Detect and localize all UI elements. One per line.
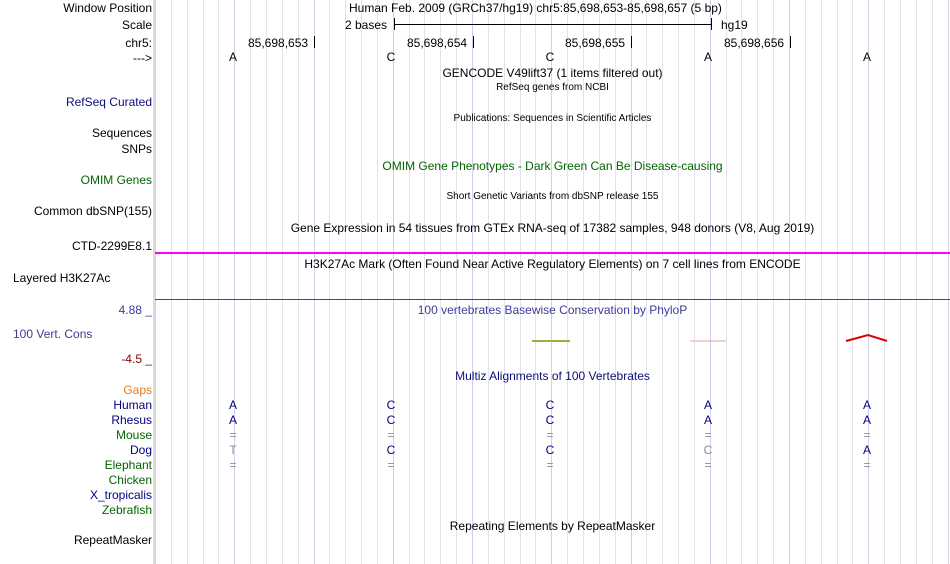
snps-track-label[interactable]: SNPs bbox=[121, 142, 152, 156]
gtex-feature-line[interactable] bbox=[155, 252, 950, 254]
scale-left-text: 2 bases bbox=[345, 18, 388, 32]
alignment-base: = bbox=[704, 458, 712, 472]
phylop-track-label[interactable]: 100 Vert. Cons bbox=[13, 327, 93, 341]
position-tick bbox=[631, 36, 632, 48]
alignment-base: C bbox=[703, 443, 713, 457]
h3k27ac-track-title[interactable]: H3K27Ac Mark (Often Found Near Active Regulatory Elements) on 7 cell lines from ENCODE bbox=[304, 257, 801, 271]
alignment-base: = bbox=[387, 458, 395, 472]
dbsnp-track-title[interactable]: Short Genetic Variants from dbSNP release 155 bbox=[446, 191, 659, 202]
refseq-track-title[interactable]: RefSeq genes from NCBI bbox=[496, 82, 609, 93]
alignment-base: A bbox=[862, 443, 871, 457]
position-tick-label: 85,698,655 bbox=[565, 36, 626, 50]
strand-label: ---> bbox=[133, 51, 152, 65]
omim-track-label[interactable]: OMIM Genes bbox=[80, 173, 152, 187]
species-label: Dog bbox=[129, 443, 152, 457]
publications-track-title[interactable]: Publications: Sequences in Scientific Articles bbox=[453, 113, 652, 124]
alignment-base: C bbox=[386, 413, 396, 427]
alignment-base: C bbox=[545, 398, 555, 412]
alignment-base: A bbox=[862, 398, 871, 412]
gencode-track-title[interactable]: GENCODE V49lift37 (1 items filtered out) bbox=[442, 66, 663, 80]
position-tick bbox=[473, 36, 474, 48]
alignment-base: A bbox=[703, 413, 712, 427]
alignment-base: A bbox=[703, 398, 712, 412]
repeatmasker-track-title[interactable]: Repeating Elements by RepeatMasker bbox=[449, 519, 656, 533]
alignment-base: = bbox=[546, 458, 554, 472]
species-label: X_tropicalis bbox=[89, 488, 152, 502]
h3k27ac-signal-baseline bbox=[155, 299, 950, 300]
alignment-base: = bbox=[387, 428, 395, 442]
phylop-max-label: 4.88 _ bbox=[118, 303, 152, 317]
species-label: Elephant bbox=[104, 458, 152, 472]
scale-label: Scale bbox=[121, 18, 152, 32]
refseq-track-label[interactable]: RefSeq Curated bbox=[65, 95, 152, 109]
species-label: Chicken bbox=[108, 473, 152, 487]
position-tick-label: 85,698,656 bbox=[724, 36, 785, 50]
gaps-label: Gaps bbox=[123, 383, 152, 397]
window-position-label: Window Position bbox=[63, 1, 152, 15]
dbsnp-track-label[interactable]: Common dbSNP(155) bbox=[33, 204, 152, 218]
species-label: Rhesus bbox=[111, 413, 152, 427]
reference-base: C bbox=[545, 50, 555, 64]
scale-bar bbox=[395, 24, 711, 25]
reference-base: A bbox=[228, 50, 237, 64]
alignment-base: = bbox=[863, 428, 871, 442]
scale-bar-right-cap bbox=[711, 18, 712, 30]
species-label: Mouse bbox=[115, 428, 152, 442]
alignment-base: = bbox=[229, 428, 237, 442]
position-tick bbox=[314, 36, 315, 48]
ctd-gene-label[interactable]: CTD-2299E8.1 bbox=[71, 239, 152, 253]
alignment-base: = bbox=[546, 428, 554, 442]
alignment-base: A bbox=[228, 398, 237, 412]
reference-base: A bbox=[703, 50, 712, 64]
position-tick-label: 85,698,654 bbox=[407, 36, 468, 50]
species-label: Zebrafish bbox=[101, 503, 152, 517]
alignment-base: = bbox=[863, 458, 871, 472]
position-tick bbox=[790, 36, 791, 48]
alignment-base: = bbox=[704, 428, 712, 442]
window-position-text: Human Feb. 2009 (GRCh37/hg19) chr5:85,698,653-85,698,657 (5 bp) bbox=[349, 1, 722, 15]
alignment-base: C bbox=[545, 443, 555, 457]
alignment-base: C bbox=[545, 413, 555, 427]
h3k27ac-track-label[interactable]: Layered H3K27Ac bbox=[13, 271, 111, 285]
reference-base: C bbox=[386, 50, 396, 64]
phylop-signal-plot bbox=[155, 320, 950, 350]
scale-bar-left-cap bbox=[394, 18, 395, 30]
alignment-base: C bbox=[386, 443, 396, 457]
alignment-base: A bbox=[862, 413, 871, 427]
reference-base: A bbox=[862, 50, 871, 64]
position-tick-label: 85,698,653 bbox=[248, 36, 309, 50]
alignment-base: A bbox=[228, 413, 237, 427]
phylop-track-title[interactable]: 100 vertebrates Basewise Conservation by PhyloP bbox=[417, 303, 688, 317]
phylop-peak bbox=[846, 335, 887, 341]
sequences-track-label[interactable]: Sequences bbox=[91, 126, 152, 140]
multiz-track-title[interactable]: Multiz Alignments of 100 Vertebrates bbox=[455, 369, 650, 383]
alignment-base: = bbox=[229, 458, 237, 472]
phylop-min-label: -4.5 _ bbox=[121, 352, 152, 366]
alignment-base: C bbox=[386, 398, 396, 412]
assembly-label: hg19 bbox=[721, 18, 748, 32]
alignment-base: T bbox=[229, 443, 237, 457]
omim-track-title[interactable]: OMIM Gene Phenotypes - Dark Green Can Be Disease-causing bbox=[382, 159, 723, 173]
chrom-label: chr5: bbox=[125, 36, 152, 50]
repeatmasker-track-label[interactable]: RepeatMasker bbox=[73, 533, 152, 547]
gtex-track-title[interactable]: Gene Expression in 54 tissues from GTEx RNA-seq of 17382 samples, 948 donors (V8, Aug 2019) bbox=[290, 221, 815, 235]
species-label: Human bbox=[113, 398, 152, 412]
